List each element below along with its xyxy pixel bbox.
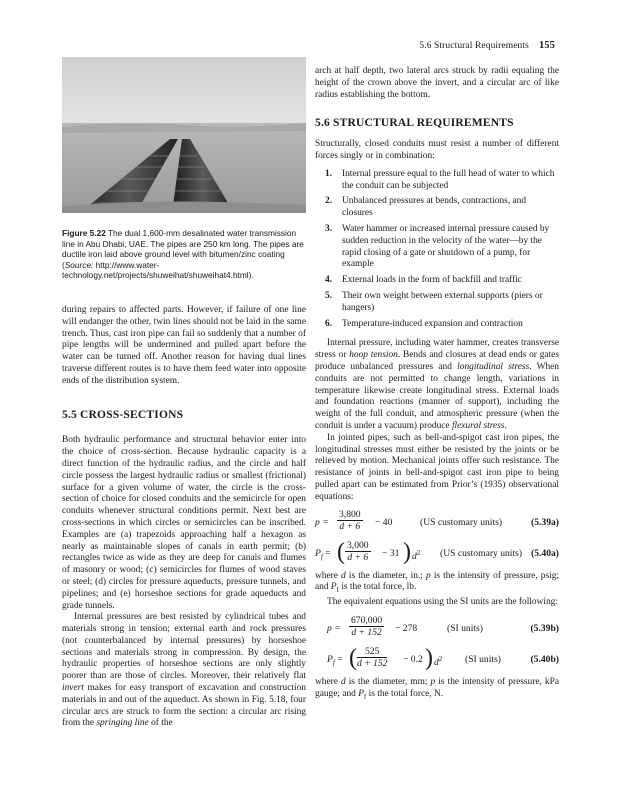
running-head-section: 5.6 Structural Requirements <box>419 41 529 51</box>
text-run: is the intensity of pressure, kPa gauge; and <box>315 676 559 699</box>
text-run: . Bends and closures at dead ends or gates produce unbalanced pressures and <box>315 350 559 372</box>
eq-rest: − 0.2 <box>403 653 423 665</box>
list-number: 6. <box>325 318 333 329</box>
running-head <box>419 40 555 51</box>
right-paragraph-3 <box>315 571 559 597</box>
eq-units: (SI units) <box>447 622 483 634</box>
eq-numerator: 525 <box>357 646 387 658</box>
text-run: is the diameter, in.; <box>345 570 427 581</box>
right-paragraph-4: The equivalent equations using the SI units are the following: <box>327 596 558 607</box>
list-text: Water hammer or increased internal pressure caused by sudden reduction in the velocity of the water—by the rapid closing of a gate or shutdown of a pump, for example <box>342 223 550 270</box>
figure-source-label: Source: <box>64 259 94 270</box>
eq-close-paren: ) <box>403 538 411 565</box>
equation-5-40b <box>315 646 559 674</box>
eq-rest: − 40 <box>375 516 393 528</box>
term-invert: invert <box>62 683 84 694</box>
var-pf: P <box>330 582 337 593</box>
text-run: where <box>315 676 341 687</box>
list-number: 1. <box>325 168 333 179</box>
eq-tail <box>412 548 420 563</box>
eq-lhs-symbol: P <box>315 547 321 559</box>
eq-units: (SI units) <box>465 653 501 665</box>
text-run: . <box>504 420 507 431</box>
equation-5-39a <box>315 509 559 537</box>
var-p: p <box>426 570 431 581</box>
list-text: Temperature-induced expansion and contraction <box>342 318 523 329</box>
figure-caption <box>62 228 306 281</box>
eq-lhs <box>327 654 343 670</box>
section-heading-5-5: 5.5 CROSS-SECTIONS <box>62 408 184 421</box>
list-number: 2. <box>325 196 333 207</box>
eq-denominator <box>345 552 371 564</box>
right-paragraph-5 <box>315 677 559 703</box>
eq-fraction <box>357 646 387 670</box>
term-longitudinal-stress: longitudinal stress <box>457 361 530 372</box>
eq-lhs-sub: f <box>332 658 335 667</box>
equation-5-39b <box>315 615 559 643</box>
eq-lhs <box>315 548 331 564</box>
eq-label: (5.40a) <box>531 547 559 559</box>
text-run: where <box>315 570 342 581</box>
eq-lhs: p = <box>315 516 329 528</box>
eq-den-text: d + 6 <box>339 520 361 532</box>
eq-denominator <box>337 521 363 533</box>
var-pf: P <box>358 688 364 699</box>
list-number: 3. <box>325 223 333 234</box>
text-run: of the <box>148 718 173 729</box>
eq-tail-sup: 2 <box>438 654 443 663</box>
figure-source-url: http://www.water-technology.net/projects/shuweihat/shuweihat4.html). <box>62 259 254 281</box>
list-text: External loads in the form of backfill and traffic <box>342 275 522 286</box>
right-paragraph-2: In jointed pipes, such as bell-and-spigot cast iron pipes, the longitudinal stresses must either be resisted by the joints or be relieved by motion. Mechanical joints offer such resistance. The resistance of joints in bell-and-spigot cast iron pipe to being pulled apart can be estimated from Prior’s (1935) observational equations: <box>315 432 559 502</box>
eq-lhs-sub: f <box>320 552 323 561</box>
list-text: Internal pressure equal to the full head of water to which the conduit can be subjected <box>342 168 555 191</box>
equation-5-40a <box>315 540 559 568</box>
eq-lhs-symbol: P <box>327 653 333 665</box>
eq-den-text: d + 152 <box>357 657 388 669</box>
eq-equals: = <box>322 547 331 559</box>
eq-denominator <box>357 658 387 670</box>
term-springing-line: springing line <box>96 718 149 729</box>
var-d: d <box>340 676 346 687</box>
list-item <box>315 224 559 271</box>
var-pf-sub: f <box>336 586 339 595</box>
eq-label: (5.40b) <box>530 653 559 665</box>
var-p: p <box>430 676 436 687</box>
eq-tail-var: d <box>412 550 417 562</box>
left-paragraph-3 <box>62 612 306 730</box>
eq-open-paren: ( <box>337 538 345 565</box>
list-text: Their own weight between external supports (piers or hangers) <box>342 290 543 313</box>
eq-fraction <box>337 509 363 533</box>
eq-equals: = <box>334 653 343 665</box>
eq-open-paren: ( <box>349 644 357 671</box>
eq-units: (US customary units) <box>440 547 523 559</box>
text-run: is the intensity of pressure, psig; and <box>315 570 560 593</box>
list-item <box>315 291 559 315</box>
figure-number: Figure 5.22 <box>62 228 106 238</box>
left-paragraph-1: during repairs to affected parts. However, if failure of one line will endanger the other, twin lines should not be laid in the same trench. Thus, cast iron pipe can fail so suddenly that a number of pipe lengths will be undermined and pulled apart before the water can be turned off. Another reason for having dual lines traverse different routes is to have them feed water into opposite ends of the distribution system. <box>62 304 306 386</box>
list-item <box>315 275 559 287</box>
eq-rest: − 278 <box>395 622 418 634</box>
var-pf-sub: f <box>363 692 367 701</box>
term-hoop-tension: hoop tension <box>349 350 398 361</box>
eq-rest: − 31 <box>382 547 400 559</box>
left-column <box>62 57 306 730</box>
section-heading-5-6: 5.6 STRUCTURAL REQUIREMENTS <box>315 117 514 130</box>
sky-area <box>62 57 306 129</box>
requirements-list <box>315 169 559 331</box>
text-run: is the diameter, mm; <box>345 676 431 687</box>
eq-fraction <box>349 615 384 639</box>
eq-tail-sup: 2 <box>416 548 421 557</box>
page-number: 155 <box>538 40 555 51</box>
figure-caption-text: The dual 1,600-mm desalinated water transmission line in Abu Dhabi, UAE. The pipes are 250 km long. The pipes are ductile iron laid above ground level with bitumen/zinc coating ( <box>62 228 304 270</box>
var-d: d <box>341 570 346 581</box>
eq-fraction <box>345 540 371 564</box>
right-paragraph-1 <box>315 338 559 432</box>
list-item <box>315 319 559 331</box>
eq-numerator: 3,800 <box>339 508 361 520</box>
text-run: makes for easy transport of excavation and construction materials in and out of the aqueduct. As shown in Fig. 5.18, four circular arcs are struck to form the section: a circular arc rising from the <box>62 683 306 729</box>
list-text: Unbalanced pressures at bends, contractions, and closures <box>342 196 527 219</box>
eq-numerator: 3,000 <box>347 539 369 551</box>
eq-denominator <box>349 627 384 639</box>
text-run: is the total force, lb. <box>338 582 417 593</box>
list-number: 5. <box>325 290 333 301</box>
text-run: . When conduits are not permitted to change length, variations in temperature likewise create longitudinal stress. External loads and foundation reactions (manner of support), including the weight of the full conduit, and atmospheric pressure (when the conduit is under a vacuum) produce <box>315 361 559 431</box>
list-item <box>315 169 559 193</box>
left-paragraph-2: Both hydraulic performance and structural behavior enter into the choice of cross-section. Because hydraulic capacity is a direct function of the hydraulic radius, and the circle and half circle possess the largest hydraulic radius or smallest (frictional) surface for a given volume of water, the circle is the cross-section of choice for closed conduits and the semicircle for open conduits whenever structural conditions permit. Next best are cross-sections in which circles or semicircles can be inscribed. Examples are (a) trapezoids approaching half a hexagon as nearly as maintainable slopes of canals in earth permit; (b) rectangles twice as wide as they are deep for canals and flumes of masonry or wood; (c) semicircles for flumes of wood staves or steel; (d) circles for pressure aqueducts, pressure tunnels, and pipelines; and (e) horseshoe sections for grade aqueducts and grade tunnels. <box>62 435 306 611</box>
eq-lhs: p = <box>327 622 341 634</box>
list-item <box>315 196 559 220</box>
term-flexural-stress: flexural stress <box>451 420 505 431</box>
eq-tail-var: d <box>434 656 439 668</box>
right-intro: Structurally, closed conduits must resist a number of different forces singly or in combination: <box>315 139 559 161</box>
right-continuation: arch at half depth, two lateral arcs struck by radii equaling the height of the crown above the invert, and a circular arc of like radius establishing the bottom. <box>315 66 559 100</box>
eq-label: (5.39b) <box>530 622 559 634</box>
eq-den-text: d + 152 <box>351 626 382 638</box>
eq-numerator: 670,000 <box>351 614 383 626</box>
figure-photo-pipelines <box>62 57 306 213</box>
right-column <box>315 66 559 703</box>
eq-label: (5.39a) <box>531 516 559 528</box>
text-run: Internal pressure, including water hammer, creates transverse stress or <box>315 338 559 361</box>
text-run: Internal pressures are best resisted by cylindrical tubes and materials strong in tension; external earth and rock pressures (not counterbalanced by internal pressures) by horseshoe sections and materials strong in compression. By design, the hydraulic properties of horseshoe sections are only slightly poorer than are those of circles. Moreover, their relatively flat <box>62 612 306 682</box>
list-number: 4. <box>325 275 333 286</box>
eq-units: (US customary units) <box>420 516 503 528</box>
eq-close-paren: ) <box>425 644 433 671</box>
pipeline-photo-illustration <box>62 57 306 213</box>
text-run: is the total force, N. <box>366 688 444 699</box>
eq-tail <box>434 654 442 669</box>
eq-den-text: d + 6 <box>347 551 369 563</box>
